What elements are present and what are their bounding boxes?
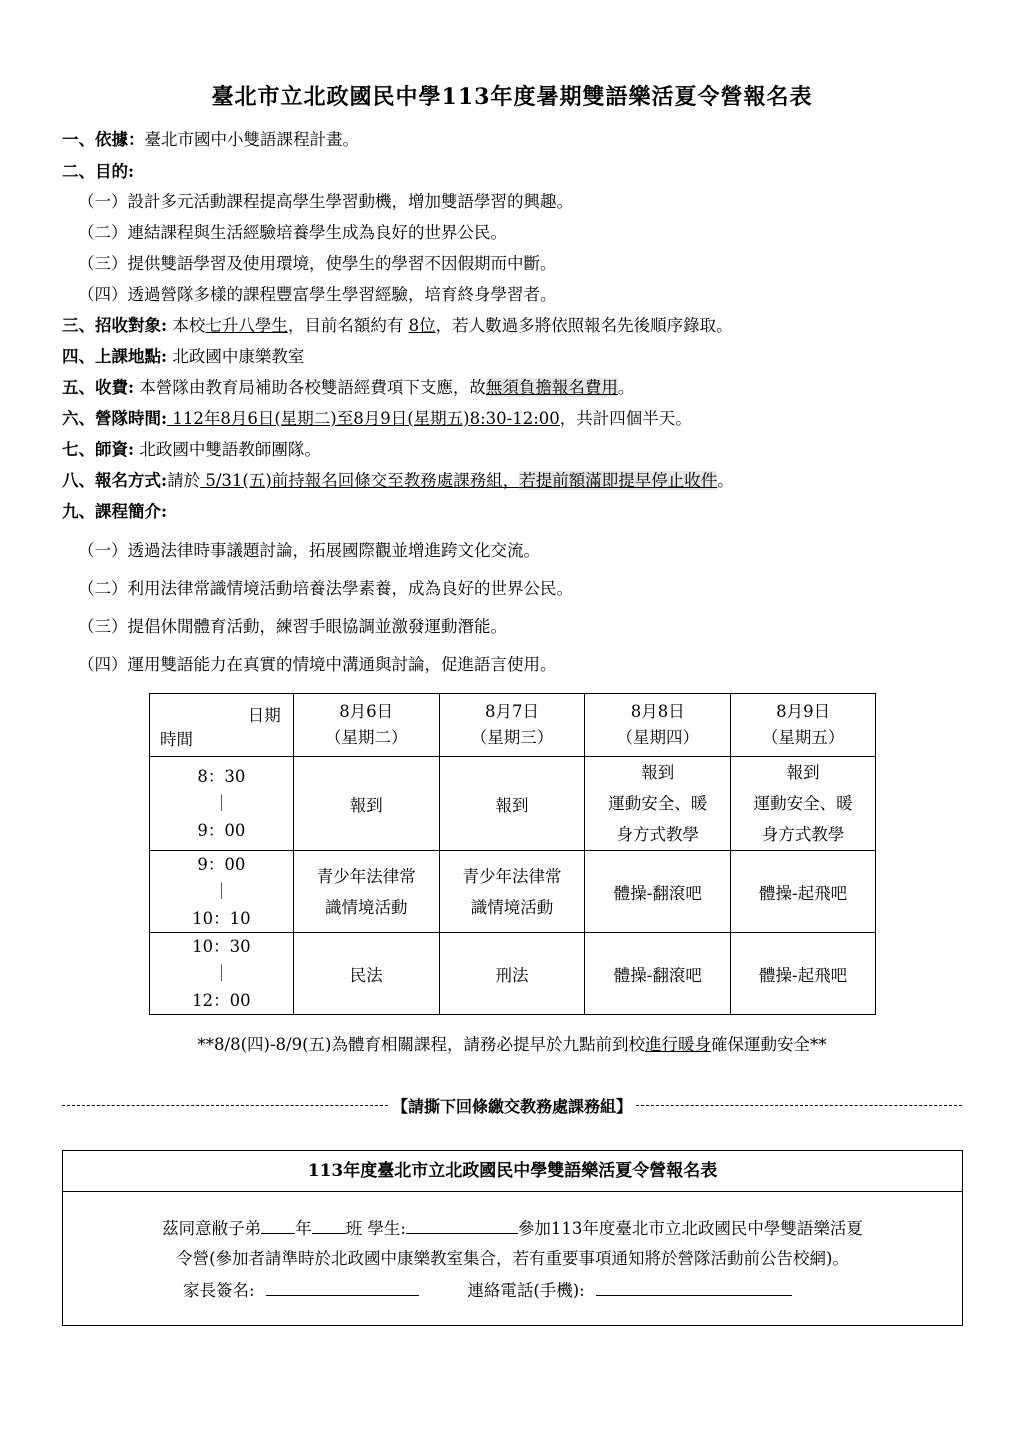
activity-cell <box>293 933 439 1015</box>
target-grade: 七升八學生 <box>205 316 288 335</box>
corner-date-label: 日期 <box>247 706 281 725</box>
quota: 8位 <box>408 316 436 335</box>
activity-text: 民法 <box>349 965 383 985</box>
section-text: 本營隊由教育局補助各校雙語經費項下支應，故 <box>134 378 486 397</box>
activity-cell <box>439 757 585 851</box>
activity-cell <box>439 851 585 933</box>
activity-text: 體操-翻滾吧 <box>613 883 702 903</box>
section-label: 三、招收對象: <box>62 316 168 335</box>
section-enrollment <box>62 315 733 337</box>
section-text: 。 <box>717 471 734 490</box>
consent-text: 參加113年度臺北市立北政國民中學雙語樂活夏 <box>517 1219 863 1238</box>
time-separator: ｜ <box>213 794 230 813</box>
time-cell <box>150 933 294 1015</box>
page-title: 臺北市立北政國民中學113年度暑期雙語樂活夏令營報名表 <box>211 84 813 110</box>
activity-cell <box>293 757 439 851</box>
time-end: 9：00 <box>197 821 246 840</box>
day-date: 8月7日 <box>484 702 539 721</box>
dashed-divider <box>636 1105 962 1106</box>
activity-text: 青少年法律常 <box>462 866 562 886</box>
intro-item: （一）透過法律時事議題討論，拓展國際觀並增進跨文化交流。 <box>78 541 540 560</box>
section-text: 北政國中雙語教師團隊。 <box>134 440 321 459</box>
activity-text: 體操-翻滾吧 <box>613 965 702 985</box>
activity-text: 身方式教學 <box>616 825 700 844</box>
table-header-row <box>150 694 876 757</box>
section-label: 七、師資: <box>62 440 135 459</box>
section-teachers <box>62 439 321 461</box>
parent-signature-blank[interactable] <box>266 1279 419 1296</box>
intro-item: （三）提倡休閒體育活動，練習手眼協調並激發運動潛能。 <box>78 617 507 636</box>
student-name-blank[interactable] <box>406 1217 518 1234</box>
phone-blank[interactable] <box>596 1279 792 1296</box>
consent-line-1 <box>63 1215 962 1239</box>
activity-text: 報到 <box>641 763 675 782</box>
section-label: 六、營隊時間: <box>62 409 168 428</box>
day-weekday: （星期四） <box>616 728 700 747</box>
tear-off-label: 【請撕下回條繳交教務處課務組】 <box>392 1097 633 1116</box>
section-basis <box>62 129 359 151</box>
activity-cell <box>731 851 876 933</box>
time-start: 9：00 <box>197 855 246 874</box>
activity-cell <box>731 933 876 1015</box>
table-row <box>150 851 876 933</box>
day-header <box>439 694 585 757</box>
note-text: **8/8(四)-8/9(五)為體育相關課程，請務必提早於九點前到校 <box>197 1035 645 1054</box>
day-weekday: （星期五） <box>761 728 845 747</box>
section-location <box>62 346 304 368</box>
consent-text: 年 <box>295 1219 312 1238</box>
section-text: 。 <box>617 378 635 397</box>
time-end: 12：00 <box>192 991 251 1010</box>
table-row <box>150 757 876 851</box>
section-text: ，共計四個半天。 <box>559 409 692 428</box>
consent-text: 班 學生: <box>345 1219 406 1238</box>
section-registration <box>62 470 734 492</box>
dashed-divider <box>62 1105 388 1106</box>
signature-line <box>183 1277 903 1301</box>
section-purpose <box>62 161 134 183</box>
corner-time-label: 時間 <box>160 730 193 749</box>
form-title: 113年度臺北市立北政國民中學雙語樂活夏令營報名表 <box>63 1151 962 1192</box>
activity-cell <box>439 933 585 1015</box>
time-start: 8：30 <box>197 767 246 786</box>
intro-item: （四）運用雙語能力在真實的情境中溝通與討論，促進語言使用。 <box>78 655 557 674</box>
day-date: 8月6日 <box>339 702 394 721</box>
activity-text: 報到 <box>349 795 383 815</box>
time-start: 10：30 <box>192 937 251 956</box>
camp-dates: 112年8月6日(星期二)至8月9日(星期五)8:30-12:00 <box>167 409 560 428</box>
section-text: 臺北市國中小雙語課程計畫。 <box>144 130 359 149</box>
section-text: ，若人數過多將依照報名先後順序錄取。 <box>435 316 733 335</box>
reply-slip-form <box>62 1150 963 1326</box>
pe-course-note <box>0 1031 1024 1055</box>
section-time <box>62 408 692 430</box>
parent-signature-label: 家長簽名: <box>183 1281 255 1300</box>
section-text: 北政國中康樂教室 <box>167 347 305 366</box>
day-header <box>293 694 439 757</box>
section-fee <box>62 377 634 399</box>
tear-off-line <box>62 1094 962 1117</box>
note-underlined: 進行暖身 <box>644 1035 711 1054</box>
activity-cell <box>731 757 876 851</box>
activity-text: 識情境活動 <box>470 897 554 917</box>
activity-cell <box>585 757 731 851</box>
deadline: 5/31(五)前持報名回條交至教務處課務組， <box>200 471 520 490</box>
consent-text: 茲同意敝子弟 <box>162 1219 262 1238</box>
activity-text: 識情境活動 <box>324 897 408 917</box>
class-blank[interactable] <box>312 1217 346 1234</box>
section-label: 一、依據： <box>62 130 145 149</box>
activity-text: 運動安全、暖 <box>608 794 708 813</box>
time-cell <box>150 757 294 851</box>
section-text: ，目前名額約有 <box>287 316 409 335</box>
table-row <box>150 933 876 1015</box>
day-header <box>731 694 876 757</box>
time-separator: ｜ <box>213 964 230 983</box>
section-label: 八、報名方式: <box>62 471 168 490</box>
activity-text: 報到 <box>786 763 820 782</box>
section-label: 四、上課地點: <box>62 347 168 366</box>
section-text: 本校 <box>167 316 206 335</box>
activity-cell <box>585 851 731 933</box>
goal-item: （一）設計多元活動課程提高學生學習動機，增加雙語學習的興趣。 <box>78 192 573 211</box>
day-weekday: （星期二） <box>324 728 408 747</box>
section-intro <box>62 501 167 523</box>
section-text: 請於 <box>167 471 201 490</box>
day-weekday: （星期三） <box>470 728 554 747</box>
time-cell <box>150 851 294 933</box>
grade-blank[interactable] <box>261 1217 295 1234</box>
activity-cell <box>585 933 731 1015</box>
activity-cell <box>293 851 439 933</box>
phone-label: 連絡電話(手機): <box>467 1281 585 1300</box>
intro-item: （二）利用法律常識情境活動培養法學素養，成為良好的世界公民。 <box>78 579 573 598</box>
early-close-highlight: 若提前額滿即提早停止收件 <box>519 471 718 490</box>
activity-text: 刑法 <box>495 965 529 985</box>
activity-text: 身方式教學 <box>761 825 845 844</box>
note-text: 確保運動安全** <box>710 1035 827 1054</box>
time-separator: ｜ <box>213 882 230 901</box>
day-date: 8月8日 <box>630 702 685 721</box>
activity-text: 報到 <box>495 795 529 815</box>
schedule-table <box>149 693 876 1015</box>
section-label: 五、收費: <box>62 378 135 397</box>
corner-cell <box>150 694 294 757</box>
activity-text: 體操-起飛吧 <box>759 883 848 903</box>
fee-highlight: 無須負擔報名費用 <box>485 378 618 397</box>
day-date: 8月9日 <box>776 702 831 721</box>
goal-item: （二）連結課程與生活經驗培養學生成為良好的世界公民。 <box>78 223 507 242</box>
goal-item: （三）提供雙語學習及使用環境，使學生的學習不因假期而中斷。 <box>78 254 557 273</box>
goal-item: （四）透過營隊多樣的課程豐富學生學習經驗，培育終身學習者。 <box>78 285 557 304</box>
day-header <box>585 694 731 757</box>
activity-text: 運動安全、暖 <box>753 794 853 813</box>
section-label: 二、目的: <box>62 162 135 181</box>
time-end: 10：10 <box>192 909 251 928</box>
consent-line-2: 令營(參加者請準時於北政國中康樂教室集合，若有重要事項通知將於營隊活動前公告校網)。 <box>176 1249 849 1268</box>
activity-text: 青少年法律常 <box>316 866 416 886</box>
activity-text: 體操-起飛吧 <box>759 965 848 985</box>
section-label: 九、課程簡介: <box>62 502 168 521</box>
